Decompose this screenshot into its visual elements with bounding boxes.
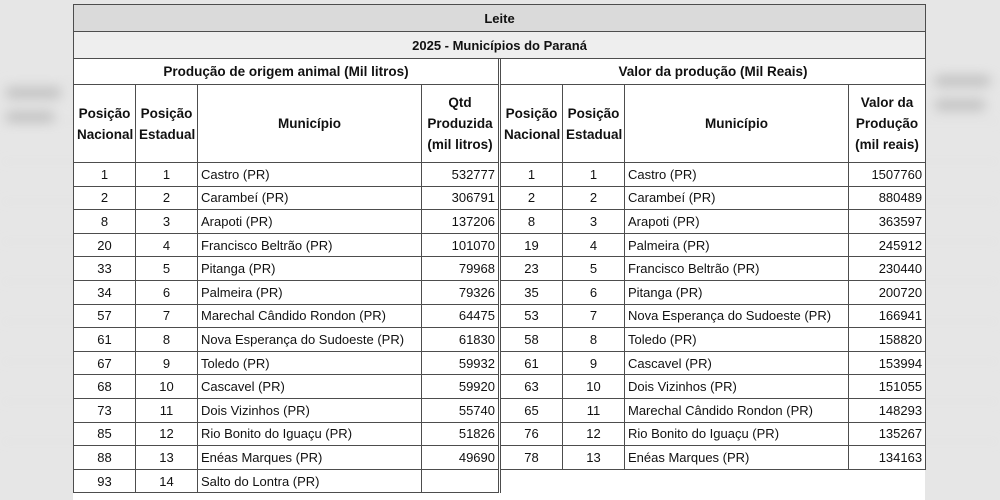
left-cell-valor: 51826 — [422, 422, 499, 446]
table-row — [74, 446, 926, 470]
left-cell-valor: 532777 — [422, 163, 499, 187]
table-row — [74, 210, 926, 234]
right-cell-estadual: 9 — [563, 351, 625, 375]
table-row — [74, 280, 926, 304]
right-cell-nacional: 63 — [501, 375, 563, 399]
left-cell-nacional: 73 — [74, 398, 136, 422]
right-cell-estadual: 7 — [563, 304, 625, 328]
right-cell-valor: 158820 — [849, 328, 926, 352]
left-cell-nacional: 2 — [74, 186, 136, 210]
left-cell-estadual: 14 — [136, 469, 198, 493]
right-cell-municipio: Pitanga (PR) — [625, 280, 849, 304]
left-cell-estadual: 10 — [136, 375, 198, 399]
left-cell-estadual: 4 — [136, 233, 198, 257]
left-cell-nacional: 34 — [74, 280, 136, 304]
left-cell-municipio: Toledo (PR) — [198, 351, 422, 375]
left-column-header: Qtd Produzida (mil litros) — [422, 85, 499, 163]
table-subtitle: 2025 - Municípios do Paraná — [74, 32, 926, 59]
right-cell-municipio: Nova Esperança do Sudoeste (PR) — [625, 304, 849, 328]
right-cell-valor: 166941 — [849, 304, 926, 328]
left-cell-municipio: Dois Vizinhos (PR) — [198, 398, 422, 422]
right-cell-nacional: 53 — [501, 304, 563, 328]
right-cell-municipio: Dois Vizinhos (PR) — [625, 375, 849, 399]
right-cell-municipio: Toledo (PR) — [625, 328, 849, 352]
right-cell-municipio: Castro (PR) — [625, 163, 849, 187]
right-cell-estadual: 6 — [563, 280, 625, 304]
right-cell-municipio: Palmeira (PR) — [625, 233, 849, 257]
left-cell-estadual: 12 — [136, 422, 198, 446]
right-cell-nacional: 76 — [501, 422, 563, 446]
leite-table — [73, 4, 926, 493]
right-cell-municipio: Cascavel (PR) — [625, 351, 849, 375]
left-cell-nacional: 20 — [74, 233, 136, 257]
table-row — [74, 304, 926, 328]
left-cell-estadual: 6 — [136, 280, 198, 304]
left-cell-estadual: 13 — [136, 446, 198, 470]
right-cell-nacional: 8 — [501, 210, 563, 234]
left-cell-estadual: 7 — [136, 304, 198, 328]
left-cell-valor: 55740 — [422, 398, 499, 422]
table-row — [74, 422, 926, 446]
table-title: Leite — [74, 5, 926, 32]
right-cell-estadual: 2 — [563, 186, 625, 210]
left-cell-municipio: Nova Esperança do Sudoeste (PR) — [198, 328, 422, 352]
right-column-header: Posição Estadual — [563, 85, 625, 163]
left-cell-municipio: Palmeira (PR) — [198, 280, 422, 304]
right-cell-estadual: 11 — [563, 398, 625, 422]
right-cell-municipio: Arapoti (PR) — [625, 210, 849, 234]
left-column-header: Posição Estadual — [136, 85, 198, 163]
right-cell-estadual: 8 — [563, 328, 625, 352]
right-group-header: Valor da produção (Mil Reais) — [501, 59, 926, 85]
table-row — [74, 351, 926, 375]
left-cell-nacional: 68 — [74, 375, 136, 399]
right-cell-estadual: 1 — [563, 163, 625, 187]
left-cell-valor — [422, 469, 499, 493]
left-column-header: Posição Nacional — [74, 85, 136, 163]
table-row — [74, 163, 926, 187]
left-cell-valor: 59920 — [422, 375, 499, 399]
right-cell-valor: 135267 — [849, 422, 926, 446]
left-cell-municipio: Pitanga (PR) — [198, 257, 422, 281]
right-cell-estadual: 10 — [563, 375, 625, 399]
left-cell-nacional: 93 — [74, 469, 136, 493]
left-cell-municipio: Salto do Lontra (PR) — [198, 469, 422, 493]
sheet — [73, 4, 925, 500]
left-cell-valor: 64475 — [422, 304, 499, 328]
left-cell-valor: 101070 — [422, 233, 499, 257]
left-cell-municipio: Carambeí (PR) — [198, 186, 422, 210]
left-cell-estadual: 5 — [136, 257, 198, 281]
left-column-header: Município — [198, 85, 422, 163]
left-cell-estadual: 11 — [136, 398, 198, 422]
left-cell-municipio: Francisco Beltrão (PR) — [198, 233, 422, 257]
right-cell-nacional: 61 — [501, 351, 563, 375]
left-cell-nacional: 1 — [74, 163, 136, 187]
right-cell-valor: 151055 — [849, 375, 926, 399]
right-cell-municipio: Carambeí (PR) — [625, 186, 849, 210]
left-cell-municipio: Arapoti (PR) — [198, 210, 422, 234]
right-cell-nacional: 65 — [501, 398, 563, 422]
left-cell-municipio: Marechal Cândido Rondon (PR) — [198, 304, 422, 328]
left-cell-nacional: 88 — [74, 446, 136, 470]
left-cell-nacional: 33 — [74, 257, 136, 281]
table-row — [74, 257, 926, 281]
left-group-header: Produção de origem animal (Mil litros) — [74, 59, 499, 85]
left-cell-nacional: 57 — [74, 304, 136, 328]
left-cell-estadual: 8 — [136, 328, 198, 352]
left-cell-valor: 79968 — [422, 257, 499, 281]
right-cell-estadual: 4 — [563, 233, 625, 257]
right-cell-nacional: 58 — [501, 328, 563, 352]
right-cell-estadual: 12 — [563, 422, 625, 446]
table-row — [74, 328, 926, 352]
left-cell-valor: 137206 — [422, 210, 499, 234]
right-cell-municipio: Enéas Marques (PR) — [625, 446, 849, 470]
left-cell-estadual: 3 — [136, 210, 198, 234]
right-cell-valor: 1507760 — [849, 163, 926, 187]
left-cell-valor: 79326 — [422, 280, 499, 304]
table-row — [74, 233, 926, 257]
right-cell-nacional: 78 — [501, 446, 563, 470]
right-cell-valor: 880489 — [849, 186, 926, 210]
left-cell-municipio: Enéas Marques (PR) — [198, 446, 422, 470]
right-cell-valor: 153994 — [849, 351, 926, 375]
right-column-header: Valor da Produção (mil reais) — [849, 85, 926, 163]
table-row — [74, 469, 926, 493]
empty-cell — [501, 469, 926, 493]
right-cell-valor: 148293 — [849, 398, 926, 422]
left-cell-nacional: 85 — [74, 422, 136, 446]
left-cell-municipio: Castro (PR) — [198, 163, 422, 187]
table-row — [74, 375, 926, 399]
right-cell-valor: 245912 — [849, 233, 926, 257]
right-column-header: Posição Nacional — [501, 85, 563, 163]
right-cell-nacional: 35 — [501, 280, 563, 304]
right-cell-municipio: Marechal Cândido Rondon (PR) — [625, 398, 849, 422]
left-cell-estadual: 1 — [136, 163, 198, 187]
left-cell-nacional: 8 — [74, 210, 136, 234]
left-cell-valor: 49690 — [422, 446, 499, 470]
right-cell-estadual: 13 — [563, 446, 625, 470]
right-cell-estadual: 3 — [563, 210, 625, 234]
right-cell-nacional: 1 — [501, 163, 563, 187]
left-cell-nacional: 67 — [74, 351, 136, 375]
right-cell-valor: 230440 — [849, 257, 926, 281]
table-row — [74, 398, 926, 422]
right-cell-municipio: Rio Bonito do Iguaçu (PR) — [625, 422, 849, 446]
left-cell-municipio: Cascavel (PR) — [198, 375, 422, 399]
right-cell-valor: 200720 — [849, 280, 926, 304]
right-cell-nacional: 19 — [501, 233, 563, 257]
left-cell-valor: 306791 — [422, 186, 499, 210]
left-cell-estadual: 9 — [136, 351, 198, 375]
left-cell-municipio: Rio Bonito do Iguaçu (PR) — [198, 422, 422, 446]
left-cell-estadual: 2 — [136, 186, 198, 210]
right-cell-municipio: Francisco Beltrão (PR) — [625, 257, 849, 281]
right-cell-nacional: 2 — [501, 186, 563, 210]
right-column-header: Município — [625, 85, 849, 163]
left-cell-valor: 61830 — [422, 328, 499, 352]
left-cell-nacional: 61 — [74, 328, 136, 352]
table-row — [74, 186, 926, 210]
right-cell-nacional: 23 — [501, 257, 563, 281]
left-cell-valor: 59932 — [422, 351, 499, 375]
right-cell-estadual: 5 — [563, 257, 625, 281]
right-cell-valor: 134163 — [849, 446, 926, 470]
right-cell-valor: 363597 — [849, 210, 926, 234]
